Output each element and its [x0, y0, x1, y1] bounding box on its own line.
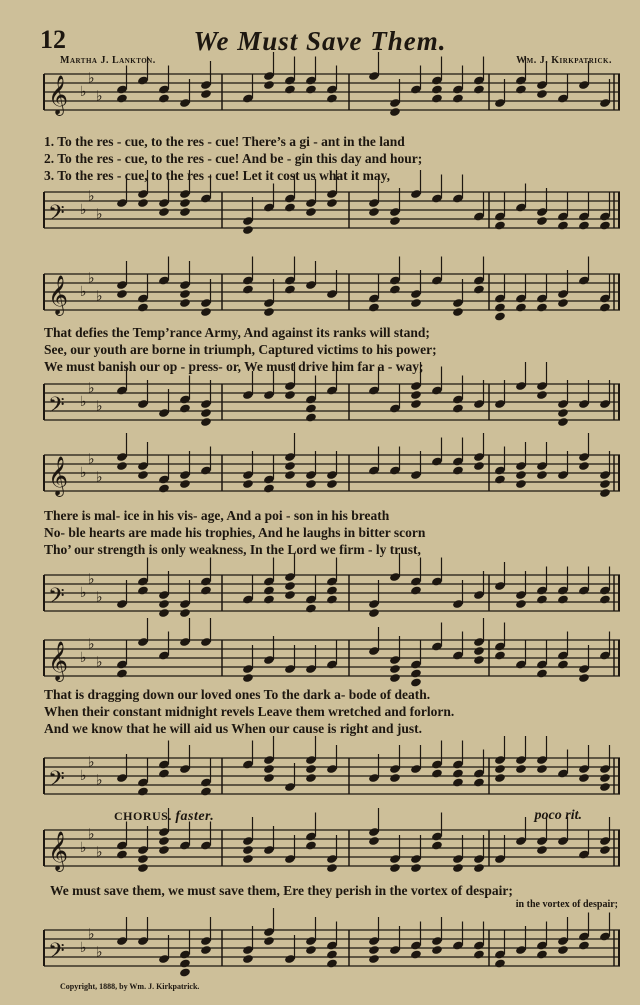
- note-head: [536, 470, 548, 480]
- note-head: [158, 768, 170, 778]
- note-head: [200, 945, 212, 955]
- flat-icon: ♭: [88, 188, 95, 205]
- note-head: [452, 403, 464, 413]
- note-head: [368, 608, 380, 618]
- flat-icon: ♭: [88, 70, 95, 87]
- lyric-line: 2. To the res - cue, to the res - cue! And be - gin this day and hour;: [44, 151, 423, 166]
- treble-clef-icon: 𝄞: [48, 831, 69, 871]
- bass-clef-icon: 𝄢: [48, 584, 65, 614]
- note-head: [179, 958, 191, 968]
- note-head: [284, 581, 296, 591]
- note-head: [389, 216, 401, 226]
- staff-lines: [44, 828, 620, 873]
- note-head: [494, 650, 506, 660]
- note-head: [536, 949, 548, 959]
- note-head: [599, 594, 611, 604]
- hymn-title: We Must Save Them.: [193, 26, 447, 56]
- treble-clef-icon: 𝄞: [48, 641, 69, 681]
- chorus-sub-lyric: in the vortex of despair;: [515, 899, 618, 910]
- note-head: [536, 216, 548, 226]
- flat-icon: ♭: [80, 940, 87, 956]
- note-head: [410, 863, 422, 873]
- note-head: [284, 390, 296, 400]
- note-head: [431, 840, 443, 850]
- flat-icon: ♭: [80, 84, 87, 100]
- note-head: [158, 207, 170, 217]
- note-head: [599, 782, 611, 792]
- note-head: [389, 284, 401, 294]
- flat-icon: ♭: [80, 394, 87, 410]
- lyric-line: When their constant midnight revels Leave them wretched and forlorn.: [44, 704, 455, 719]
- note-head: [305, 764, 317, 774]
- bass-clef-icon: 𝄢: [48, 393, 65, 423]
- note-head: [137, 302, 149, 312]
- note-head: [515, 599, 527, 609]
- note-head: [200, 417, 212, 427]
- note-head: [326, 594, 338, 604]
- note-head: [599, 302, 611, 312]
- note-head: [263, 483, 275, 493]
- note-head: [368, 207, 380, 217]
- note-head: [410, 298, 422, 308]
- note-head: [200, 585, 212, 595]
- staff-lines: [44, 928, 620, 973]
- note-head: [137, 470, 149, 480]
- note-head: [473, 284, 485, 294]
- note-head: [578, 673, 590, 683]
- treble-clef-icon: 𝄞: [48, 275, 69, 315]
- lyric-line: There is mal- ice in his vis- age, And a poi - son in his breath: [44, 508, 390, 523]
- note-head: [116, 461, 128, 471]
- note-head: [305, 479, 317, 489]
- note-head: [389, 863, 401, 873]
- note-head: [158, 608, 170, 618]
- note-head: [263, 585, 275, 595]
- note-head: [557, 594, 569, 604]
- note-head: [242, 954, 254, 964]
- note-head: [410, 390, 422, 400]
- note-head: [389, 664, 401, 674]
- flat-icon: ♭: [80, 650, 87, 666]
- note-head: [137, 585, 149, 595]
- flat-icon: ♭: [96, 772, 103, 789]
- flat-icon: ♭: [96, 654, 103, 671]
- note-head: [242, 479, 254, 489]
- flat-icon: ♭: [80, 840, 87, 856]
- note-head: [305, 403, 317, 413]
- flat-icon: ♭: [96, 589, 103, 606]
- note-head: [452, 465, 464, 475]
- note-head: [326, 863, 338, 873]
- note-head: [326, 585, 338, 595]
- note-head: [473, 461, 485, 471]
- note-head: [200, 307, 212, 317]
- note-head: [536, 845, 548, 855]
- lyric-line: That defies the Temp’rance Army, And against its ranks will stand;: [44, 325, 430, 340]
- staff-lines: [44, 190, 620, 235]
- note-head: [494, 474, 506, 484]
- tempo-marking: poco rit.: [534, 808, 582, 823]
- note-head: [305, 412, 317, 422]
- note-head: [452, 863, 464, 873]
- chorus-lyric: We must save them, we must save them, Ere they perish in the vortex of despair;: [50, 883, 513, 898]
- flat-icon: ♭: [88, 571, 95, 588]
- note-head: [410, 668, 422, 678]
- staff-lines: [44, 573, 620, 618]
- note-head: [137, 863, 149, 873]
- bass-clef-icon: 𝄢: [48, 939, 65, 969]
- flat-icon: ♭: [88, 926, 95, 943]
- note-head: [326, 949, 338, 959]
- note-head: [305, 84, 317, 94]
- lyric-line: And we know that he will aid us When our cause is right and just.: [44, 721, 422, 736]
- staff-lines: [44, 382, 620, 427]
- flat-icon: ♭: [88, 826, 95, 843]
- note-head: [305, 773, 317, 783]
- note-head: [599, 220, 611, 230]
- note-head: [179, 479, 191, 489]
- note-head: [326, 479, 338, 489]
- bass-clef-icon: 𝄢: [48, 201, 65, 231]
- note-head: [116, 668, 128, 678]
- note-head: [305, 207, 317, 217]
- flat-icon: ♭: [96, 944, 103, 961]
- note-head: [137, 198, 149, 208]
- note-head: [242, 673, 254, 683]
- treble-clef-icon: 𝄞: [48, 75, 69, 115]
- note-head: [557, 220, 569, 230]
- note-head: [410, 949, 422, 959]
- note-head: [137, 786, 149, 796]
- note-head: [452, 307, 464, 317]
- flat-icon: ♭: [88, 451, 95, 468]
- note-head: [515, 764, 527, 774]
- note-head: [473, 777, 485, 787]
- note-head: [557, 417, 569, 427]
- flat-icon: ♭: [96, 844, 103, 861]
- note-head: [284, 470, 296, 480]
- copyright: Copyright, 1888, by Wm. J. Kirkpatrick.: [60, 982, 200, 991]
- note-head: [200, 408, 212, 418]
- note-head: [242, 225, 254, 235]
- flat-icon: ♭: [96, 206, 103, 223]
- note-head: [494, 773, 506, 783]
- note-head: [557, 945, 569, 955]
- note-head: [326, 958, 338, 968]
- note-head: [158, 93, 170, 103]
- note-head: [578, 461, 590, 471]
- lyrics-system-1: [44, 133, 622, 184]
- bass-clef-icon: 𝄢: [48, 767, 65, 797]
- note-head: [158, 836, 170, 846]
- note-head: [263, 764, 275, 774]
- note-head: [368, 302, 380, 312]
- note-head: [158, 845, 170, 855]
- note-head: [305, 840, 317, 850]
- note-head: [557, 659, 569, 669]
- note-head: [452, 93, 464, 103]
- lyricist-credit: Martha J. Lankton.: [60, 55, 156, 66]
- note-head: [431, 93, 443, 103]
- note-head: [158, 483, 170, 493]
- note-head: [284, 284, 296, 294]
- note-head: [368, 954, 380, 964]
- flat-icon: ♭: [96, 88, 103, 105]
- note-head: [536, 302, 548, 312]
- note-head: [473, 949, 485, 959]
- note-head: [557, 298, 569, 308]
- note-head: [179, 207, 191, 217]
- note-head: [452, 768, 464, 778]
- lyric-line: That is dragging down our loved ones To the dark a- bode of death.: [44, 687, 431, 702]
- note-head: [515, 470, 527, 480]
- staff-lines: [44, 638, 620, 683]
- note-head: [473, 84, 485, 94]
- flat-icon: ♭: [88, 754, 95, 771]
- note-head: [137, 854, 149, 864]
- note-head: [494, 311, 506, 321]
- flat-icon: ♭: [80, 768, 87, 784]
- note-head: [179, 967, 191, 977]
- note-head: [284, 590, 296, 600]
- note-head: [389, 107, 401, 117]
- note-head: [599, 845, 611, 855]
- flat-icon: ♭: [80, 202, 87, 218]
- note-head: [515, 302, 527, 312]
- note-head: [116, 289, 128, 299]
- note-head: [200, 89, 212, 99]
- staff-lines: [44, 272, 620, 317]
- flat-icon: ♭: [88, 270, 95, 287]
- lyrics-system-3: [44, 507, 622, 558]
- note-head: [410, 585, 422, 595]
- note-head: [536, 89, 548, 99]
- note-head: [578, 940, 590, 950]
- note-head: [179, 403, 191, 413]
- note-head: [179, 198, 191, 208]
- note-head: [263, 936, 275, 946]
- composer-credit: Wm. J. Kirkpatrick.: [516, 55, 612, 66]
- lyric-line: 3. To the res - cue, to the res - cue! Let it cost us what it may,: [44, 168, 390, 183]
- note-head: [599, 488, 611, 498]
- note-head: [368, 945, 380, 955]
- flat-icon: ♭: [80, 284, 87, 300]
- note-head: [326, 198, 338, 208]
- lyrics-system-2: [44, 324, 622, 375]
- staff-lines: [44, 453, 620, 498]
- note-head: [410, 399, 422, 409]
- note-head: [431, 945, 443, 955]
- note-head: [515, 479, 527, 489]
- note-head: [431, 84, 443, 94]
- note-head: [284, 202, 296, 212]
- note-head: [473, 646, 485, 656]
- flat-icon: ♭: [80, 465, 87, 481]
- note-head: [578, 220, 590, 230]
- note-head: [263, 594, 275, 604]
- note-head: [536, 668, 548, 678]
- note-head: [263, 307, 275, 317]
- flat-icon: ♭: [96, 469, 103, 486]
- lyric-line: No- ble hearts are made his trophies, And he laughs in bitter scorn: [44, 525, 426, 540]
- note-head: [452, 777, 464, 787]
- note-head: [536, 764, 548, 774]
- note-head: [473, 863, 485, 873]
- note-head: [179, 608, 191, 618]
- staff-lines: [44, 72, 620, 117]
- note-head: [389, 673, 401, 683]
- lyric-line: 1. To the res - cue, to the res - cue! There’s a gi - ant in the land: [44, 134, 405, 149]
- note-head: [263, 80, 275, 90]
- note-head: [116, 93, 128, 103]
- note-head: [200, 786, 212, 796]
- note-head: [536, 390, 548, 400]
- note-head: [242, 284, 254, 294]
- lyric-line: See, our youth are borne in triumph, Captured victims to his power;: [44, 342, 437, 357]
- note-head: [242, 854, 254, 864]
- flat-icon: ♭: [96, 398, 103, 415]
- note-head: [368, 836, 380, 846]
- note-head: [179, 298, 191, 308]
- note-head: [389, 773, 401, 783]
- lyric-line: Tho’ our strength is only weakness, In the Lord we firm - ly trust,: [44, 542, 421, 557]
- treble-clef-icon: 𝄞: [48, 456, 69, 496]
- flat-icon: ♭: [88, 636, 95, 653]
- note-head: [494, 764, 506, 774]
- note-head: [326, 93, 338, 103]
- flat-icon: ♭: [88, 380, 95, 397]
- note-head: [515, 84, 527, 94]
- lyric-line: We must banish our op - press- or, We must drive him far a - way;: [44, 359, 424, 374]
- note-head: [305, 945, 317, 955]
- note-head: [284, 461, 296, 471]
- note-head: [536, 594, 548, 604]
- note-head: [284, 84, 296, 94]
- lyrics-system-4: [44, 686, 622, 737]
- note-head: [557, 408, 569, 418]
- flat-icon: ♭: [80, 585, 87, 601]
- note-head: [179, 289, 191, 299]
- page-number: 12: [40, 25, 66, 54]
- note-head: [116, 849, 128, 859]
- note-head: [578, 773, 590, 783]
- note-head: [158, 599, 170, 609]
- chorus-label: CHORUS. faster.: [114, 809, 215, 824]
- note-head: [494, 220, 506, 230]
- flat-icon: ♭: [96, 288, 103, 305]
- note-head: [431, 768, 443, 778]
- note-head: [494, 958, 506, 968]
- note-head: [494, 302, 506, 312]
- note-head: [599, 479, 611, 489]
- note-head: [242, 845, 254, 855]
- note-head: [473, 655, 485, 665]
- note-head: [599, 773, 611, 783]
- staff-lines: [44, 756, 620, 801]
- note-head: [305, 603, 317, 613]
- note-head: [263, 773, 275, 783]
